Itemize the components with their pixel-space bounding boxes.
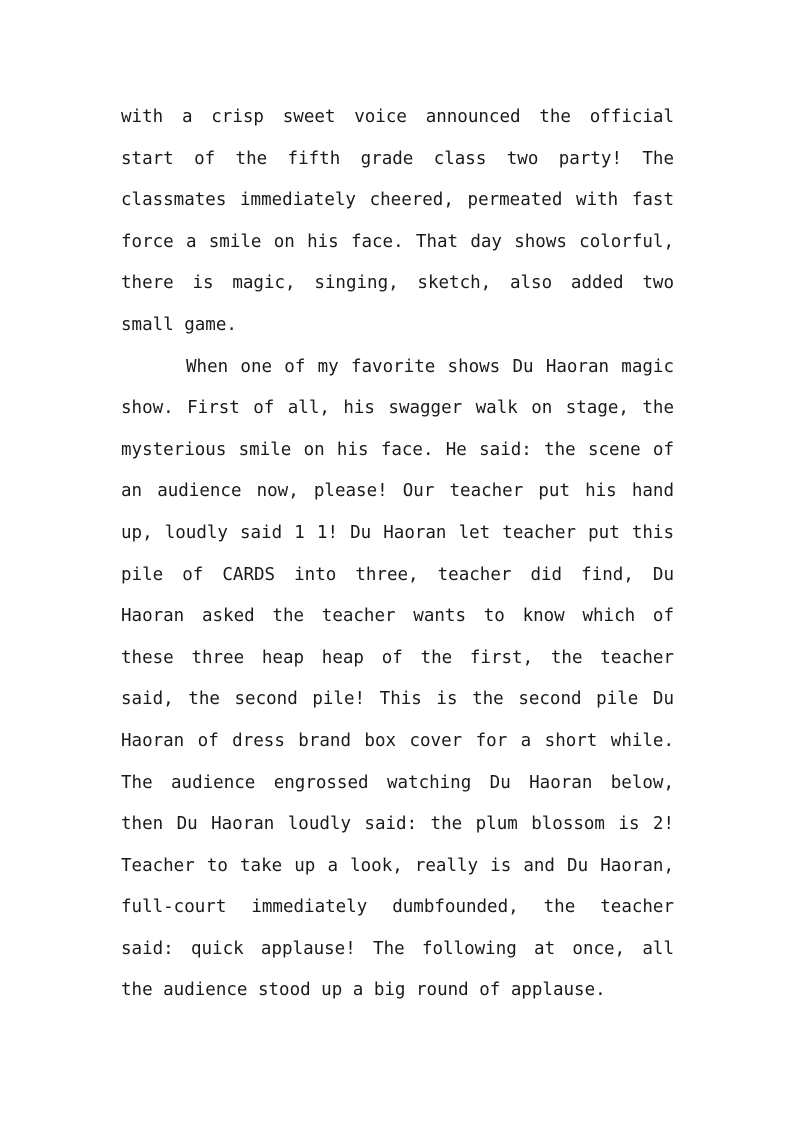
text-line: these three heap heap of the first, the teacher (121, 647, 674, 668)
text-line: The audience engrossed watching Du Haoran below, (121, 772, 674, 793)
text-line: said: quick applause! The following at once, all (121, 938, 674, 959)
paragraph-party-start (121, 97, 674, 347)
text-line: small game. (121, 314, 237, 335)
text-line: Haoran asked the teacher wants to know which of (121, 606, 674, 627)
text-line: full-court immediately dumbfounded, the teacher (121, 897, 674, 918)
text-line: show. First of all, his swagger walk on stage, the (121, 398, 674, 419)
text-line: start of the fifth grade class two party! The (121, 148, 674, 169)
paragraph-magic-show (121, 347, 674, 1013)
text-line: Haoran of dress brand box cover for a short while. (121, 730, 674, 751)
text-line: the audience stood up a big round of applause. (121, 980, 606, 1001)
text-line: with a crisp sweet voice announced the official (121, 107, 674, 127)
text-line: up, loudly said 1 1! Du Haoran let teacher put this (121, 522, 674, 543)
text-line: force a smile on his face. That day shows colorful, (121, 231, 674, 252)
body-text (121, 97, 674, 1012)
text-line: Teacher to take up a look, really is and Du Haoran, (121, 855, 674, 876)
text-line: an audience now, please! Our teacher put his hand (121, 481, 674, 502)
text-line: classmates immediately cheered, permeated with fast (121, 190, 674, 211)
text-line: there is magic, singing, sketch, also added two (121, 273, 674, 294)
text-line: pile of CARDS into three, teacher did find, Du (121, 564, 674, 585)
text-line: When one of my favorite shows Du Haoran magic (186, 356, 674, 377)
text-line: then Du Haoran loudly said: the plum blossom is 2! (121, 814, 674, 835)
text-line: said, the second pile! This is the second pile Du (121, 689, 674, 710)
text-line: mysterious smile on his face. He said: the scene of (121, 439, 674, 460)
